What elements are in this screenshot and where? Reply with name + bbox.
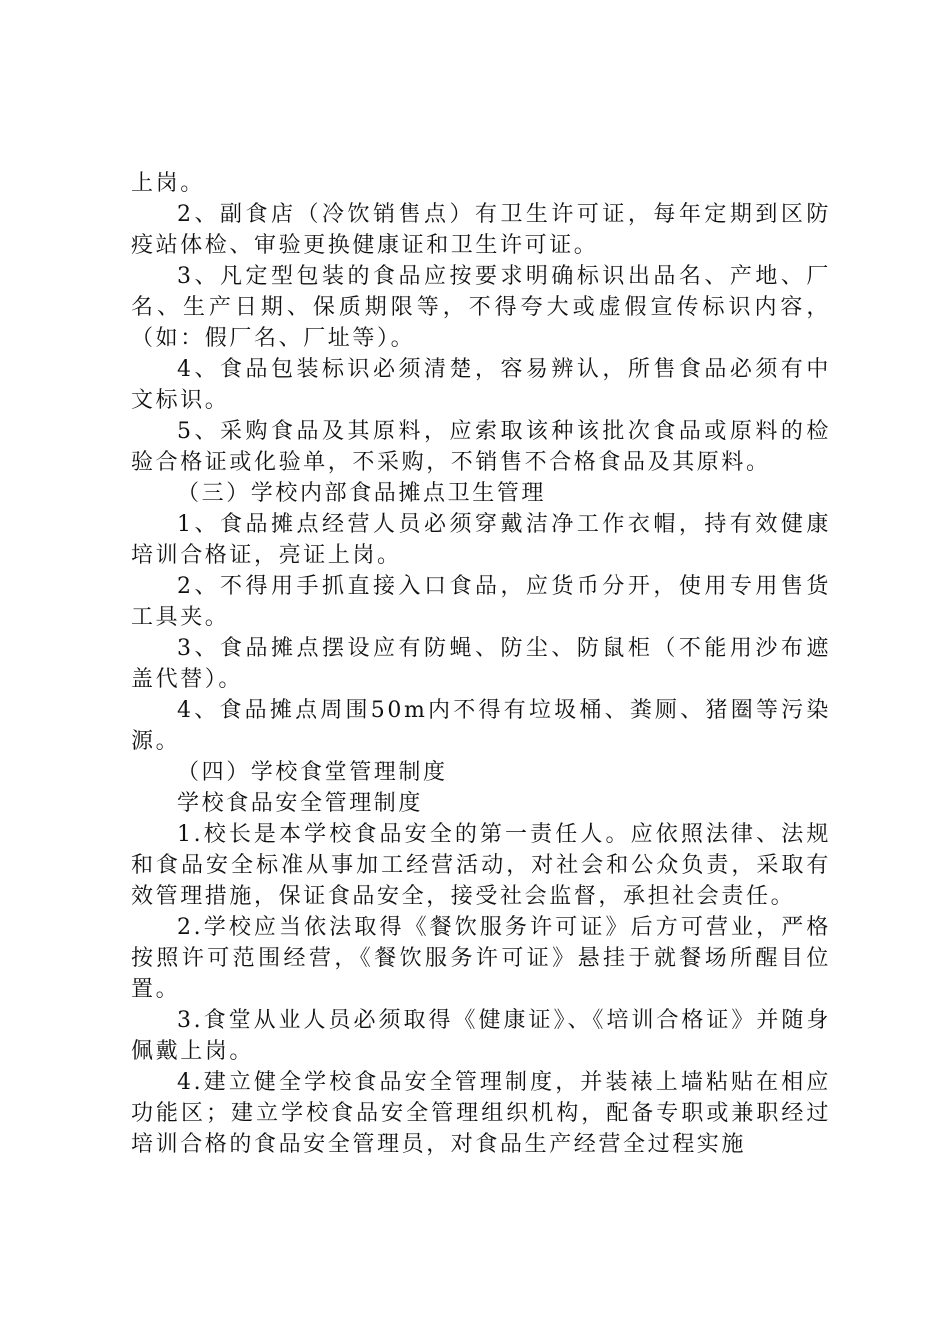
paragraph-rule-1: 1.校长是本学校食品安全的第一责任人。应依照法律、法规和食品安全标准从事加工经营活动，对社会和公众负责，采取有效管理措施，保证食品安全，接受社会监督，承担社会责任。 (131, 822, 831, 909)
paragraph-stall-item-3: 3、食品摊点摆设应有防蝇、防尘、防鼠柜（不能用沙布遮盖代替）。 (131, 636, 831, 692)
paragraph-item-5-procurement: 5、采购食品及其原料，应索取该种该批次食品或原料的检验合格证或化验单，不采购，不销售不合格食品及其原料。 (131, 419, 831, 475)
paragraph-item-4-chinese-label: 4、食品包装标识必须清楚，容易辨认，所售食品必须有中文标识。 (131, 357, 831, 413)
paragraph-rule-2: 2.学校应当依法取得《餐饮服务许可证》后方可营业，严格按照许可范围经营，《餐饮服务许可证》悬挂于就餐场所醒目位置。 (131, 915, 831, 1002)
paragraph-item-3-labeling: 3、凡定型包装的食品应按要求明确标识出品名、产地、厂名、生产日期、保质期限等，不得夸大或虚假宣传标识内容，（如：假厂名、厂址等）。 (131, 264, 831, 351)
paragraph-continuation: 上岗。 (131, 171, 205, 196)
subsection-title: 学校食品安全管理制度 (177, 791, 424, 816)
section-heading-3: （三）学校内部食品摊点卫生管理 (177, 481, 547, 506)
paragraph-stall-item-1: 1、食品摊点经营人员必须穿戴洁净工作衣帽，持有效健康培训合格证，亮证上岗。 (131, 512, 831, 568)
paragraph-stall-item-4: 4、食品摊点周围50m内不得有垃圾桶、粪厕、猪圈等污染源。 (131, 698, 831, 754)
section-heading-4: （四）学校食堂管理制度 (177, 760, 448, 785)
document-body (131, 168, 831, 1160)
paragraph-rule-3: 3.食堂从业人员必须取得《健康证》、《培训合格证》并随身佩戴上岗。 (131, 1008, 831, 1064)
paragraph-rule-4: 4.建立健全学校食品安全管理制度，并装裱上墙粘贴在相应功能区；建立学校食品安全管理组织机构，配备专职或兼职经过培训合格的食品安全管理员，对食品生产经营全过程实施 (131, 1070, 831, 1157)
paragraph-stall-item-2: 2、不得用手抓直接入口食品，应货币分开，使用专用售货工具夹。 (131, 574, 831, 630)
paragraph-item-2-license: 2、副食店（冷饮销售点）有卫生许可证，每年定期到区防疫站体检、审验更换健康证和卫生许可证。 (131, 202, 831, 258)
